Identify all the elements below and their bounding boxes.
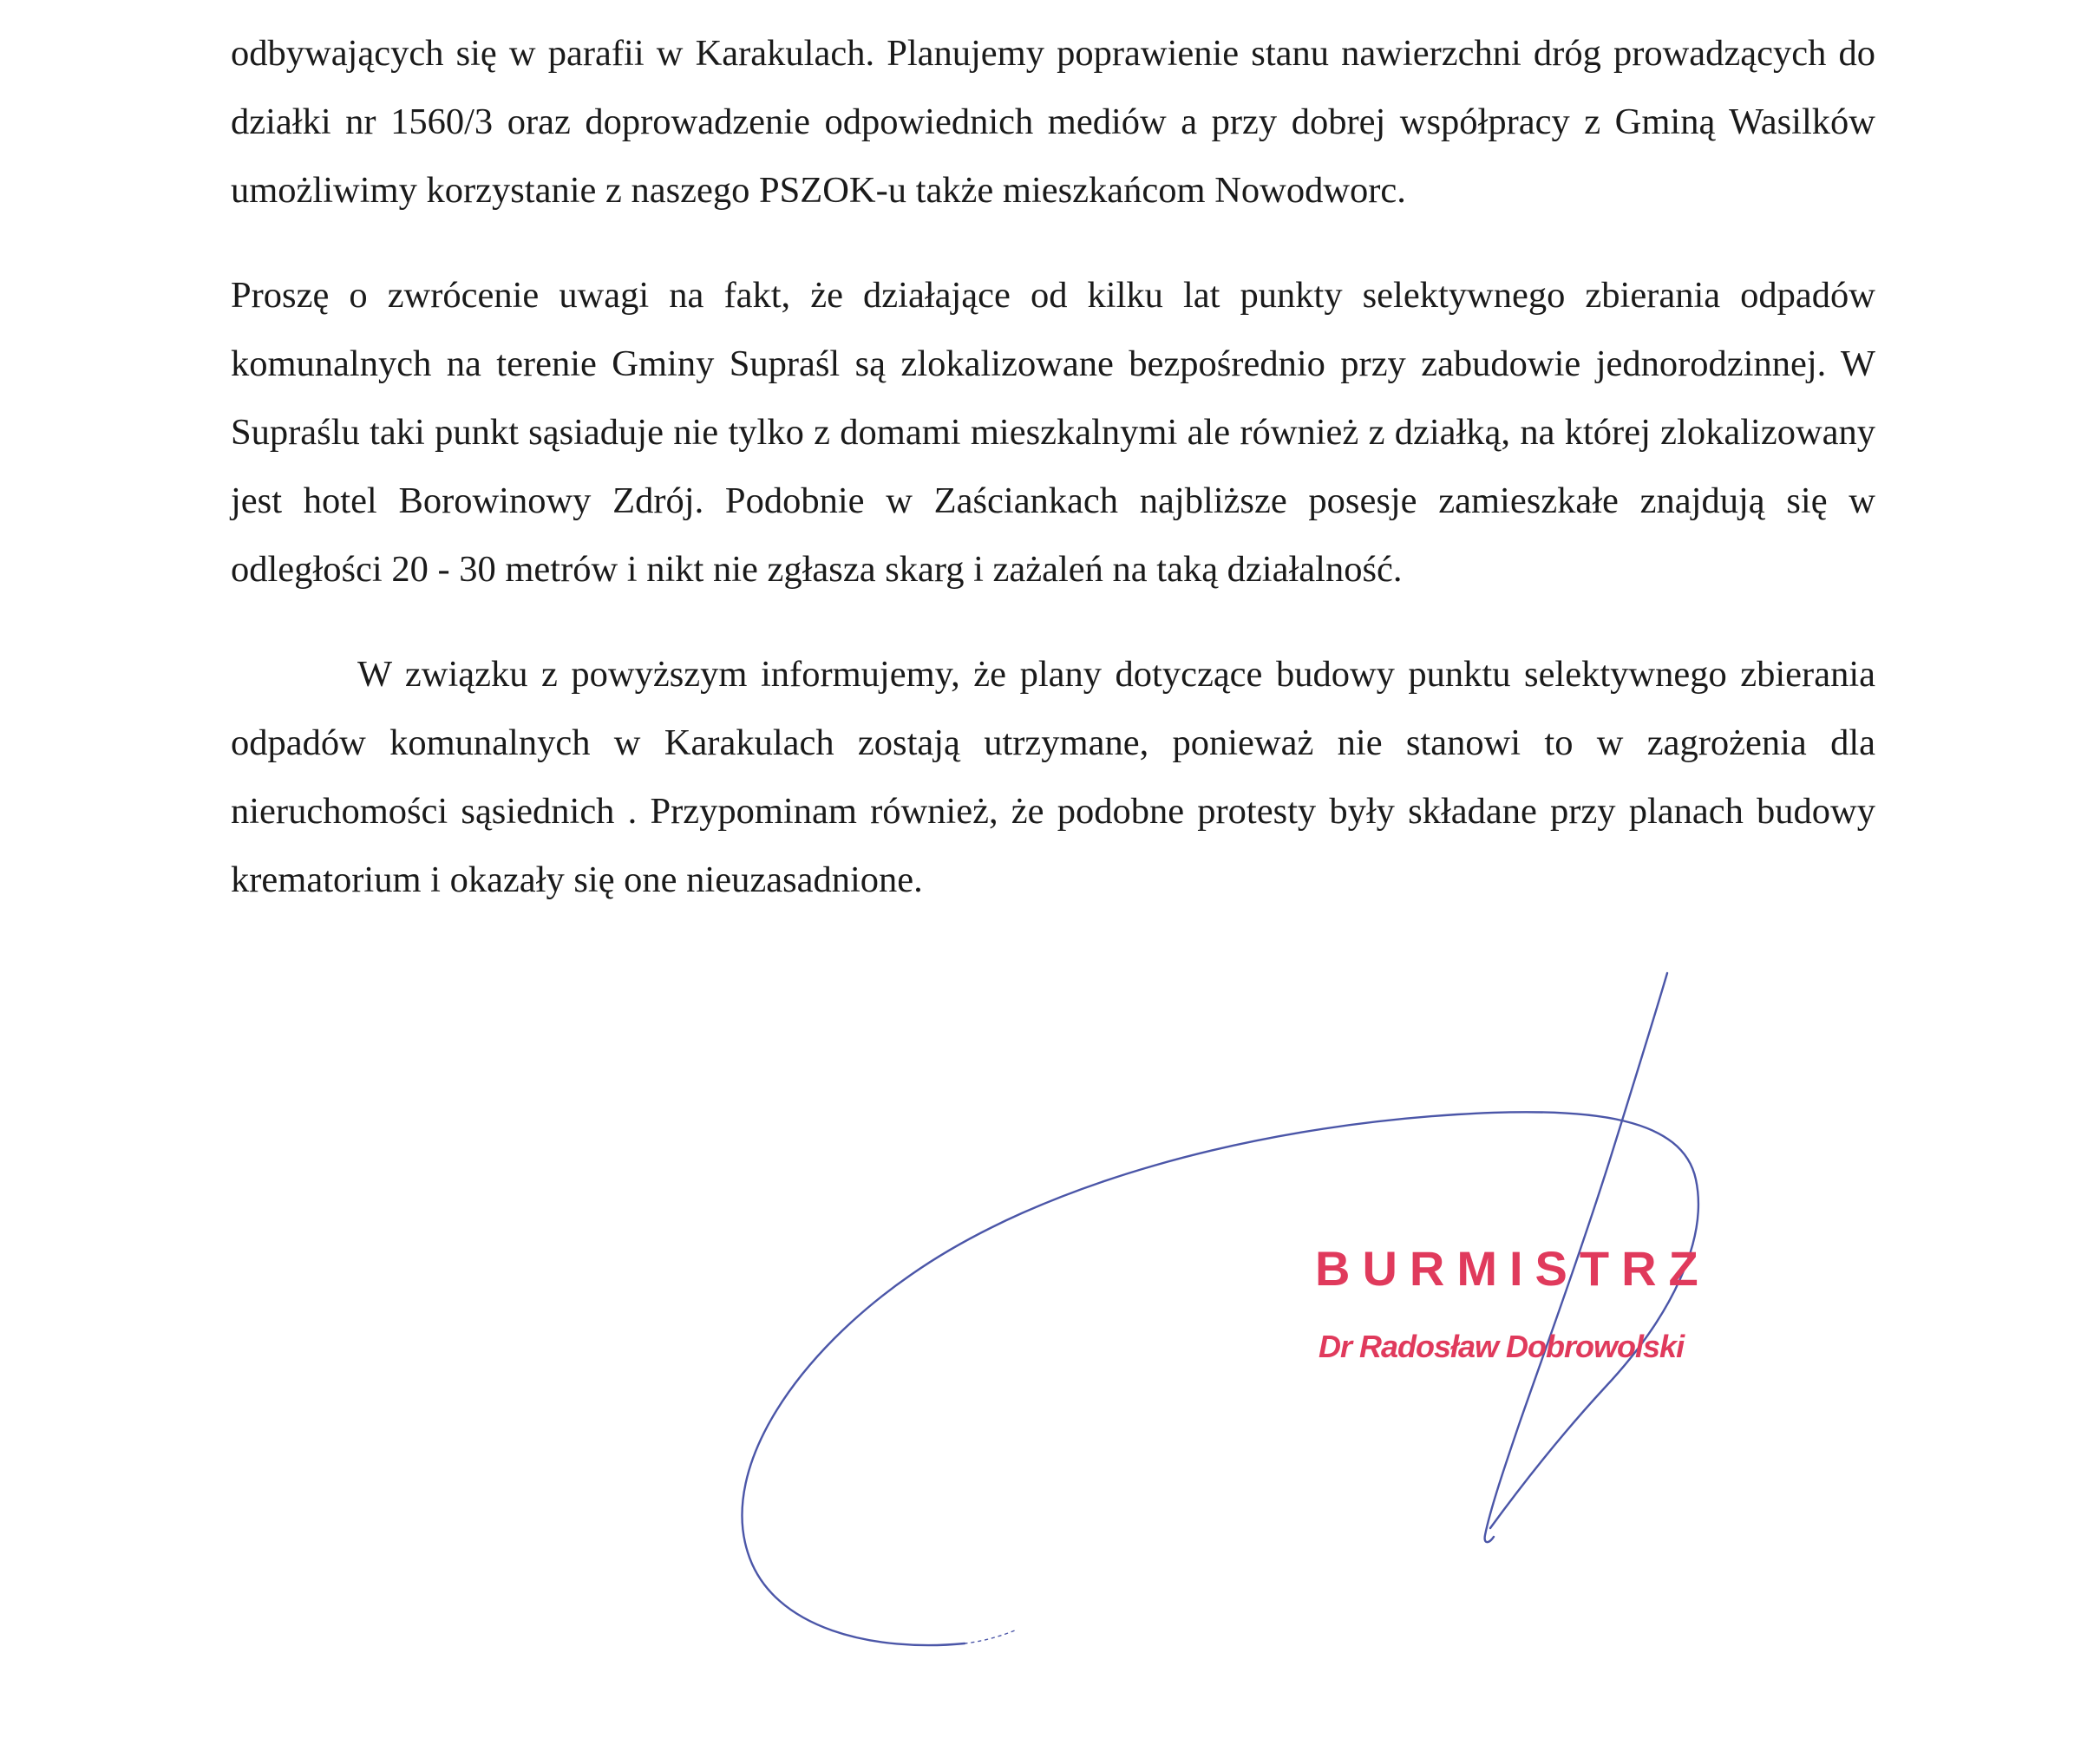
paragraph-1: odbywających się w parafii w Karakulach. Planujemy poprawienie stanu nawierzchni dróg prowadzących do działki nr 1560/3 oraz doprowadzenie odpowiednich mediów a przy dobrej współpracy z Gminą Wasilków umożliwimy korzystanie z naszego PSZOK-u także mieszkańcom Nowodworc.: [231, 33, 1875, 211]
letter-body: [231, 19, 1875, 914]
stamp-title: BURMISTRZ: [1315, 1241, 1711, 1296]
paragraph-3: W związku z powyższym informujemy, że plany dotyczące budowy punktu selektywnego zbierania odpadów komunalnych w Karakulach zostają utrzymane, ponieważ nie stanowi to w zagrożenia dla nieruchomości sąsiednich . Przypominam również, że podobne protesty były składane przy planach budowy krematorium i okazały się one nieuzasadnione.: [231, 654, 1875, 900]
stamp-name: Dr Radosław Dobrowolski: [1319, 1329, 1685, 1364]
paragraph-2: Proszę o zwrócenie uwagi na fakt, że działające od kilku lat punkty selektywnego zbierania odpadów komunalnych na terenie Gminy Supraśl są zlokalizowane bezpośrednio przy zabudowie jednorodzinnej. W Supraślu taki punkt sąsiaduje nie tylko z domami mieszkalnymi ale również z działką, na której zlokalizowany jest hotel Borowinowy Zdrój. Podobnie w Zaściankach najbliższe posesje zamieszkałe znajdują się w odległości 20 - 30 metrów i nikt nie zgłasza skarg i zażaleń na taką działalność.: [231, 275, 1875, 590]
